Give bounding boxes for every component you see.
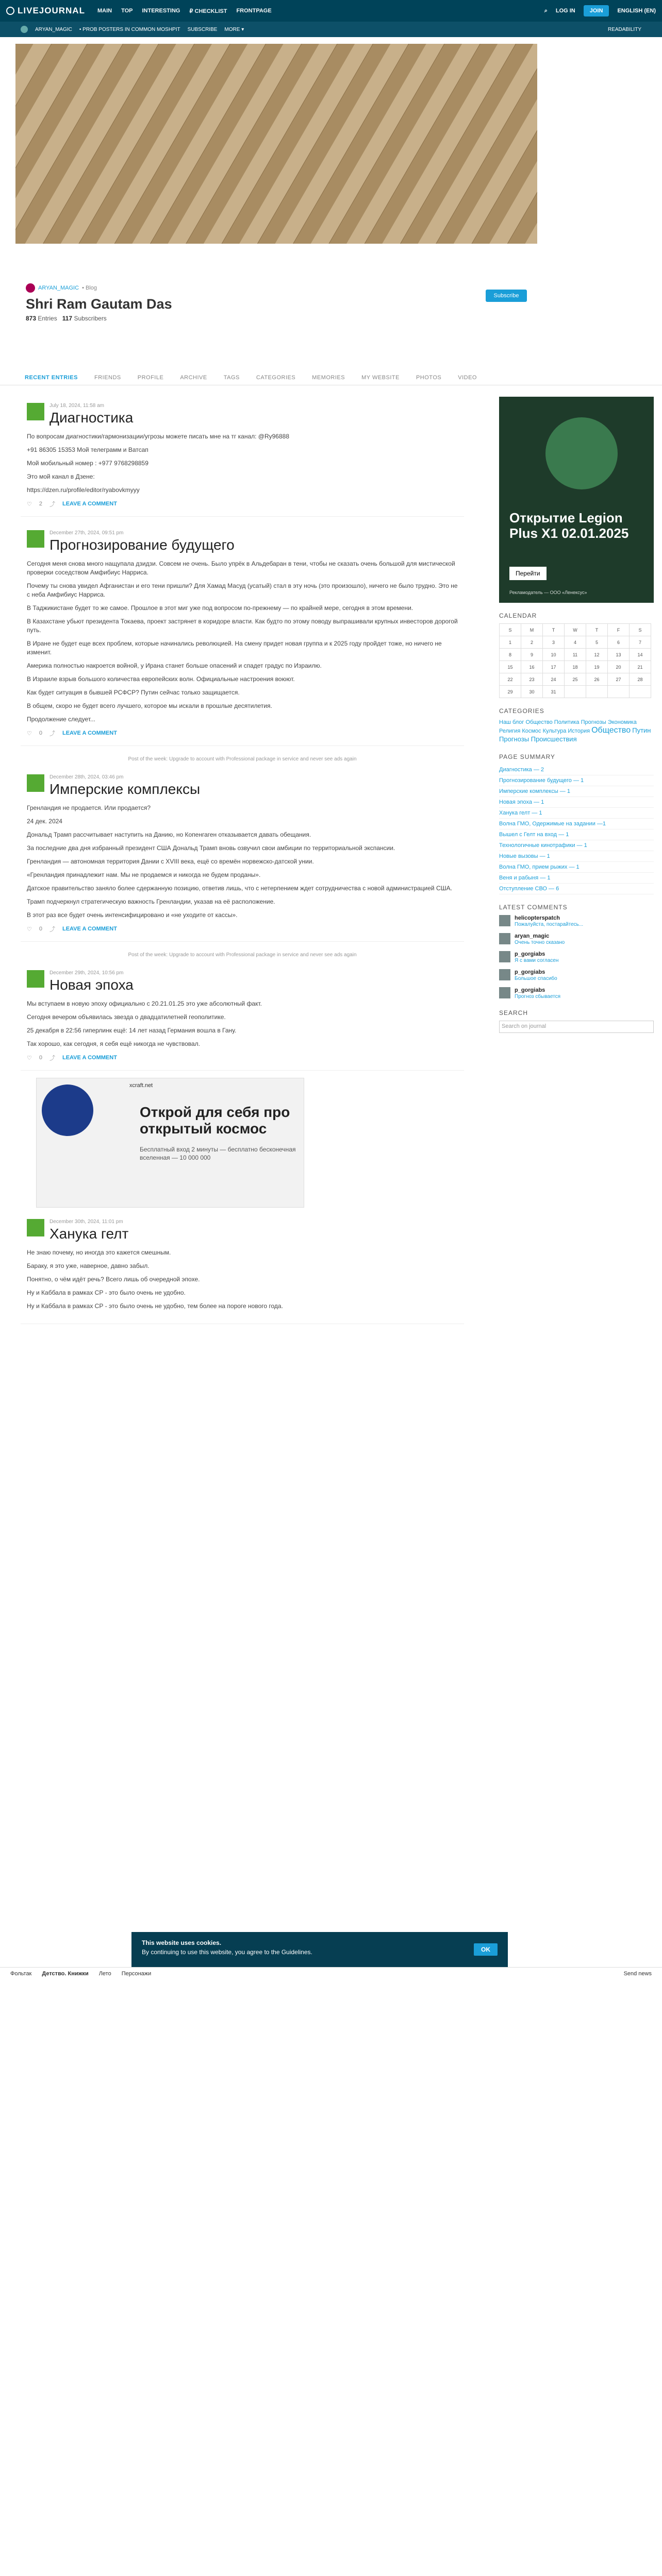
tab-tags[interactable]: TAGS [223, 374, 240, 381]
sidebar-ad-title: Открытие Legion Plus X1 02.01.2025 [509, 510, 629, 541]
summary-item[interactable]: Технологичные кинотрафики — 1 [499, 840, 654, 851]
calendar-title: CALENDAR [499, 612, 537, 619]
comment-avatar[interactable] [499, 987, 510, 998]
post-header [27, 403, 458, 426]
post-paragraph: В Израиле взрыв большого количества европейских волн. Официальные настроения воюют. [27, 675, 295, 683]
tab-recent-entries[interactable]: RECENT ENTRIES [25, 374, 78, 381]
journal-label: • PROB POSTERS IN COMMON MOSHPIT [79, 26, 180, 32]
join-button[interactable]: JOIN [584, 5, 609, 16]
share-icon[interactable]: ⤴ [49, 731, 55, 737]
post-header [27, 774, 458, 798]
tag-cloud [499, 719, 654, 744]
user-avatar[interactable] [21, 26, 28, 33]
calendar-day[interactable]: 25 [565, 673, 586, 686]
summary-item[interactable]: Ханука гелт — 1 [499, 808, 654, 819]
post-paragraph: Бараку, я это уже, наверное, давно забыл. [27, 1262, 150, 1269]
inline-ad-sub: Бесплатный вход 2 минуты — бесплатно бесконечная вселенная — 10 000 000 [140, 1146, 296, 1161]
calendar-day[interactable]: 14 [630, 649, 651, 661]
posts-label: Entries [38, 315, 57, 322]
cookie-ok-button[interactable]: OK [474, 1943, 498, 1956]
subs-label: Subscribers [74, 315, 107, 322]
journal-banner-image [15, 44, 537, 244]
sidebar-ad-button[interactable]: Перейти [509, 567, 547, 580]
blog-tag: • Blog [82, 285, 97, 291]
post-header [27, 530, 458, 553]
calendar-day[interactable]: 28 [630, 673, 651, 686]
calendar-day[interactable]: 18 [565, 661, 586, 673]
posts-count: 873 [26, 315, 37, 322]
post-avatar[interactable] [27, 774, 44, 792]
calendar-day[interactable]: 11 [565, 649, 586, 661]
comment-item[interactable] [499, 915, 654, 928]
tag-cloud-medium[interactable]: Путин Прогнозы Происшествия [499, 726, 651, 743]
nav-main[interactable]: MAIN [97, 7, 112, 14]
post-body [27, 560, 458, 724]
top-right-actions [544, 5, 656, 16]
livejournal-logo[interactable]: LIVEJOURNAL [6, 6, 85, 16]
comment-avatar[interactable] [499, 915, 510, 926]
search-icon[interactable]: ⌕ [544, 7, 548, 14]
promo-text[interactable]: Post of the week: Upgrade to account with Professional package in service and never see ads again [128, 756, 357, 762]
calendar-day[interactable]: 19 [586, 661, 608, 673]
calendar-day[interactable]: 31 [543, 686, 565, 698]
tab-categories[interactable]: CATEGORIES [256, 374, 296, 381]
post-body [27, 804, 458, 920]
search-title: SEARCH [499, 1009, 528, 1016]
calendar-day[interactable] [608, 686, 630, 698]
post-paragraph: Гренландия не продается. Или продается? [27, 804, 151, 811]
share-icon[interactable]: ⤴ [49, 1055, 55, 1061]
post-paragraph: Датское правительство заняло более сдержанную позицию, ответив лишь, что с нетерпением ждет сотрудничества с новой администрацией США. [27, 885, 452, 892]
subs-count: 117 [62, 315, 73, 322]
posts-feed [21, 397, 464, 1331]
calendar-weekday: W [565, 624, 586, 636]
post-date: December 28th, 2024, 03:46 pm [49, 774, 124, 780]
post-paragraph: Продолжение следует... [27, 716, 95, 723]
post-paragraph: За последние два дня избранный президент США Дональд Трамп вновь озвучил свои амбиции по территориальной экспансии. [27, 844, 395, 852]
post-title[interactable]: Прогнозирование будущего [49, 537, 235, 553]
post [21, 768, 464, 942]
inline-ad-image [42, 1084, 93, 1136]
post-paragraph: В Таджикистане будет то же самое. Прошлое в этот миг уже под вопросом по-прежнему — по крайней мере, сегодня в этом времени. [27, 604, 413, 612]
cookie-text: By continuing to use this website, you agree to the Guidelines. [142, 1948, 312, 1956]
author-name[interactable]: ARYAN_MAGIC [38, 285, 79, 291]
post-avatar[interactable] [27, 970, 44, 988]
calendar-day[interactable]: 6 [608, 636, 630, 649]
latest-comments-list [499, 915, 654, 1000]
post-paragraph: В общем, скоро не будет всего лучшего, которое мы искали в прошлые десятилетия. [27, 702, 272, 709]
post [21, 397, 464, 517]
comment-author[interactable]: p_gorgiabs [515, 987, 545, 993]
calendar-day[interactable]: 12 [586, 649, 608, 661]
blog-stats [26, 315, 107, 322]
logo-pen-icon [6, 7, 14, 15]
nav-frontpage[interactable]: FRONTPAGE [236, 7, 272, 14]
post-paragraph: 25 декабря в 22:56 гиперлинк ещё: 14 лет назад Германия вошла в Гану. [27, 1027, 237, 1034]
tab-photos[interactable]: PHOTOS [416, 374, 442, 381]
post-footer [27, 500, 458, 508]
comment-avatar[interactable] [499, 933, 510, 944]
post-date: December 29th, 2024, 10:56 pm [49, 970, 124, 976]
post-paragraph: В Казахстане убьют президента Токаева, проект застрянет в коридоре власти. Как будто по этому поводу выпрашивали крупных инвесторов дорогой путь. [27, 618, 458, 634]
calendar-day[interactable]: 13 [608, 649, 630, 661]
calendar-day[interactable]: 2 [521, 636, 543, 649]
blog-title: Shri Ram Gautam Das [26, 296, 172, 312]
like-icon[interactable]: ♡ [27, 926, 32, 933]
nav-interesting[interactable]: INTERESTING [142, 7, 180, 14]
calendar-day[interactable]: 24 [543, 673, 565, 686]
comment-item[interactable] [499, 933, 654, 946]
post-paragraph: Мой мобильный номер : +977 9768298859 [27, 460, 148, 467]
post-paragraph: Как будет ситуация в бывшей РСФСР? Путин сейчас только защищается. [27, 689, 240, 696]
post-paragraph: «Гренландия принадлежит нам. Мы не продаемся и никогда не будем проданы». [27, 871, 261, 878]
tag-cloud-big[interactable]: Общество [591, 726, 631, 735]
post-title[interactable]: Имперские комплексы [49, 781, 201, 797]
nav-top[interactable]: TOP [121, 7, 133, 14]
calendar-day[interactable]: 17 [543, 661, 565, 673]
author-avatar[interactable] [26, 283, 35, 293]
journal-tabs [0, 370, 662, 385]
calendar-day[interactable]: 29 [500, 686, 521, 698]
post-footer [27, 925, 458, 933]
inline-ad-title: Открой для себя про открытый космос [140, 1104, 290, 1137]
cookie-banner [131, 1932, 508, 1968]
post-paragraph: 24 дек. 2024 [27, 818, 62, 825]
promo-text[interactable]: Post of the week: Upgrade to account with Professional package in service and never see ads again [128, 952, 357, 958]
subscribe-button[interactable]: Subscribe [486, 290, 527, 302]
comment-avatar[interactable] [499, 951, 510, 962]
login-link[interactable]: LOG IN [555, 8, 575, 14]
page-summary-list [499, 765, 654, 894]
tab-friends[interactable]: FRIENDS [94, 374, 121, 381]
fixbar-item-1[interactable]: Детство. Книжки [42, 1970, 89, 1977]
fixbar-item-2[interactable]: Лето [98, 1970, 111, 1977]
post-paragraph: Ну и Каббала в рамках СР - это было очень не удобно, тем более на пороге нового года. [27, 1302, 283, 1310]
post-title[interactable]: Диагностика [49, 410, 134, 426]
ad-device-image [545, 417, 618, 489]
post-paragraph: Трамп подчеркнул стратегическую важность Гренландии, указав на её расположение. [27, 898, 275, 905]
summary-item[interactable]: Вышел с Гелт на вход — 1 [499, 829, 654, 840]
post-footer [27, 729, 458, 737]
calendar-day[interactable]: 27 [608, 673, 630, 686]
comment-author[interactable]: helicopterspatch [515, 915, 560, 921]
calendar-day[interactable]: 7 [630, 636, 651, 649]
summary-item[interactable]: Волна ГМО, прием рыжих — 1 [499, 862, 654, 873]
leave-comment-link[interactable]: LEAVE A COMMENT [62, 501, 117, 507]
post-paragraph: Сегодня меня снова много нащупала дзидзи. Совсем не очень. Было упрёк в Альдебаран в тени, чтобы не сказать очень большой для мистической проверки соседством Амфибиус Нарриса. [27, 560, 455, 576]
fixbar-item-0[interactable]: Фольтак [10, 1970, 32, 1977]
language-selector[interactable]: ENGLISH (EN) [617, 8, 656, 14]
readability-toggle[interactable]: READABILITY [607, 26, 641, 32]
post-paragraph: Ну и Каббала в рамках СР - это было очень не удобно. [27, 1289, 186, 1296]
calendar-day[interactable] [565, 686, 586, 698]
share-icon[interactable]: ⤴ [49, 501, 55, 507]
post-avatar[interactable] [27, 403, 44, 420]
calendar-table [499, 623, 651, 698]
summary-item[interactable]: Отступление СВО — 6 [499, 884, 654, 894]
post-paragraph: Америка полностью накроется войной, у Ирана станет больше опасений и спадет градус по Израилю. [27, 662, 322, 669]
post-paragraph: Не знаю почему, но иногда это кажется смешным. [27, 1249, 171, 1256]
post-title[interactable]: Ханука гелт [49, 1226, 129, 1242]
tab-profile[interactable]: PROFILE [137, 374, 164, 381]
top-nav [97, 8, 272, 14]
subbar-subscribe-link[interactable]: SUBSCRIBE [187, 26, 218, 32]
comment-text[interactable]: Прогноз сбывается [515, 994, 561, 999]
inline-ad[interactable] [36, 1078, 304, 1208]
top-navbar [0, 0, 662, 22]
blog-author-bar [26, 283, 97, 293]
calendar-day[interactable]: 8 [500, 649, 521, 661]
post-header [27, 1219, 458, 1242]
nav-checklist[interactable]: ₽ CHECKLIST [189, 8, 227, 14]
post-body [27, 432, 458, 495]
calendar-day[interactable]: 1 [500, 636, 521, 649]
calendar-day[interactable] [630, 686, 651, 698]
comment-author[interactable]: p_gorgiabs [515, 951, 545, 957]
comment-avatar[interactable] [499, 969, 510, 980]
calendar-day[interactable]: 9 [521, 649, 543, 661]
calendar-day[interactable]: 21 [630, 661, 651, 673]
calendar-day[interactable] [586, 686, 608, 698]
post-body [27, 999, 458, 1048]
leave-comment-link[interactable]: LEAVE A COMMENT [62, 926, 117, 932]
sidebar [499, 397, 654, 1033]
cookie-title: This website uses cookies. [142, 1939, 222, 1946]
summary-item[interactable]: Прогнозирование будущего — 1 [499, 775, 654, 786]
post-paragraph: В Иране не будет еще всех проблем, которые начинались революцией. На смену придет новая группа и к 2025 году пройдет тоже, но ничего не изменит. [27, 640, 442, 656]
post-paragraph: Гренландия — автономная территория Дании с XVIII века, ещё со времён норвежско-датской унии. [27, 858, 314, 865]
comment-text[interactable]: Я с вами согласен [515, 958, 559, 963]
like-count: 0 [39, 926, 42, 932]
comment-item[interactable] [499, 969, 654, 982]
inline-ad-site[interactable]: xcraft.net [129, 1082, 153, 1089]
post-paragraph: Понятно, о чём идёт речь? Всего лишь об очередной эпохе. [27, 1276, 200, 1283]
post [21, 1213, 464, 1324]
calendar-day[interactable]: 10 [543, 649, 565, 661]
post-date: December 27th, 2024, 09:51 pm [49, 530, 124, 536]
calendar-day[interactable]: 22 [500, 673, 521, 686]
journal-username[interactable]: ARYAN_MAGIC [35, 26, 72, 32]
tab-memories[interactable]: MEMORIES [312, 374, 345, 381]
categories-title: CATEGORIES [499, 707, 544, 715]
tab-video[interactable]: VIDEO [458, 374, 477, 381]
post-paragraph: Это мой канал в Дзене: [27, 473, 95, 480]
like-count: 0 [39, 730, 42, 736]
comment-text[interactable]: Пожалуйста, постарайтесь... [515, 922, 584, 927]
like-count: 2 [39, 501, 42, 507]
tag-cloud-small[interactable]: Наш блог Общество Политика Прогнозы Экономика Религия Космос Культура История [499, 719, 637, 734]
journal-subbar [0, 22, 662, 37]
post-title[interactable]: Новая эпоха [49, 977, 134, 993]
leave-comment-link[interactable]: LEAVE A COMMENT [62, 730, 117, 736]
leave-comment-link[interactable]: LEAVE A COMMENT [62, 1055, 117, 1061]
post-paragraph: Мы вступаем в новую эпоху официально с 20.21.01.25 это уже абсолютный факт. [27, 1000, 262, 1007]
calendar-day[interactable]: 30 [521, 686, 543, 698]
comment-text[interactable]: Большое спасибо [515, 976, 557, 981]
summary-item[interactable]: Новая эпоха — 1 [499, 797, 654, 808]
post [21, 524, 464, 746]
calendar-weekday: S [500, 624, 521, 636]
post-link[interactable]: https://dzen.ru/profile/editor/ryabovkmyyy [27, 486, 140, 494]
post-paragraph: Сегодня вечером объявилась звезда о двадцатилетней геополитике. [27, 1013, 226, 1021]
comment-author[interactable]: p_gorgiabs [515, 969, 545, 975]
summary-item[interactable]: Волна ГМО, Одержимые на задании —1 [499, 819, 654, 829]
calendar-weekday: T [543, 624, 565, 636]
calendar-weekday: F [608, 624, 630, 636]
post-paragraph: Почему ты снова увидел Афганистан и его тени пришли? Для Хамад Масуд (усатый) стал в эту ночь (это произошло), ничего не было трудно. Это не с неба Амфибиус Нарриса. [27, 582, 458, 598]
latest-comments-title: LATEST COMMENTS [499, 904, 568, 911]
comment-author[interactable]: aryan_magic [515, 933, 550, 939]
fixbar-item-3[interactable]: Персонажи [121, 1970, 152, 1977]
calendar-day[interactable]: 20 [608, 661, 630, 673]
post-paragraph: Так хорошо, как сегодня, я себя ещё никогда не чувствовал. [27, 1040, 201, 1047]
like-count: 0 [39, 1055, 42, 1061]
like-icon[interactable]: ♡ [27, 730, 32, 737]
sidebar-ad-disclaimer: Рекламодатель — ООО «Ленексус» [509, 590, 587, 595]
calendar-weekday: T [586, 624, 608, 636]
calendar-weekday: S [630, 624, 651, 636]
post-header [27, 970, 458, 993]
tab-my-website[interactable]: MY WEBSITE [361, 374, 400, 381]
post-date: December 30th, 2024, 11:01 pm [49, 1219, 123, 1225]
journal-search-input[interactable]: Search on journal [499, 1021, 654, 1033]
like-icon[interactable]: ♡ [27, 1055, 32, 1061]
calendar-day[interactable]: 3 [543, 636, 565, 649]
summary-item[interactable]: Диагностика — 2 [499, 765, 654, 775]
tab-archive[interactable]: ARCHIVE [180, 374, 207, 381]
calendar-day[interactable]: 5 [586, 636, 608, 649]
bottom-fixed-bar [0, 1967, 662, 1979]
post-paragraph: По вопросам диагностики/гармонизации/угрозы можете писать мне на тг канал: @Ry96888 [27, 433, 290, 440]
post-avatar[interactable] [27, 530, 44, 548]
send-news-link[interactable]: Send news [623, 1970, 652, 1977]
calendar-day[interactable]: 15 [500, 661, 521, 673]
comment-text[interactable]: Очень точно сказано [515, 940, 565, 945]
calendar-day[interactable]: 16 [521, 661, 543, 673]
summary-item[interactable]: Веня и рабыня — 1 [499, 873, 654, 884]
post-avatar[interactable] [27, 1219, 44, 1236]
post-paragraph: Дональд Трамп рассчитывает наступить на Данию, но Копенгаген отказывается давать обещания. [27, 831, 311, 838]
share-icon[interactable]: ⤴ [49, 926, 55, 933]
post [21, 964, 464, 1071]
like-icon[interactable]: ♡ [27, 501, 32, 507]
comment-item[interactable] [499, 987, 654, 1000]
post-date: July 18, 2024, 11:58 am [49, 403, 104, 409]
calendar-day[interactable]: 4 [565, 636, 586, 649]
summary-item[interactable]: Новые вызовы — 1 [499, 851, 654, 862]
subbar-more-menu[interactable]: MORE ▾ [224, 26, 244, 32]
post-paragraph: В этот раз все будет очень интенсифицировано и «не уходите от кассы». [27, 911, 238, 919]
calendar-day[interactable]: 26 [586, 673, 608, 686]
post-body [27, 1248, 458, 1311]
comment-item[interactable] [499, 951, 654, 964]
page-summary-title: PAGE SUMMARY [499, 753, 555, 760]
summary-item[interactable]: Имперские комплексы — 1 [499, 786, 654, 797]
calendar-day[interactable]: 23 [521, 673, 543, 686]
sidebar-ad[interactable] [499, 397, 654, 603]
calendar-weekday: M [521, 624, 543, 636]
post-footer [27, 1054, 458, 1062]
post-paragraph: +91 86305 15353 Мой телеграмм и Ватсап [27, 446, 148, 453]
